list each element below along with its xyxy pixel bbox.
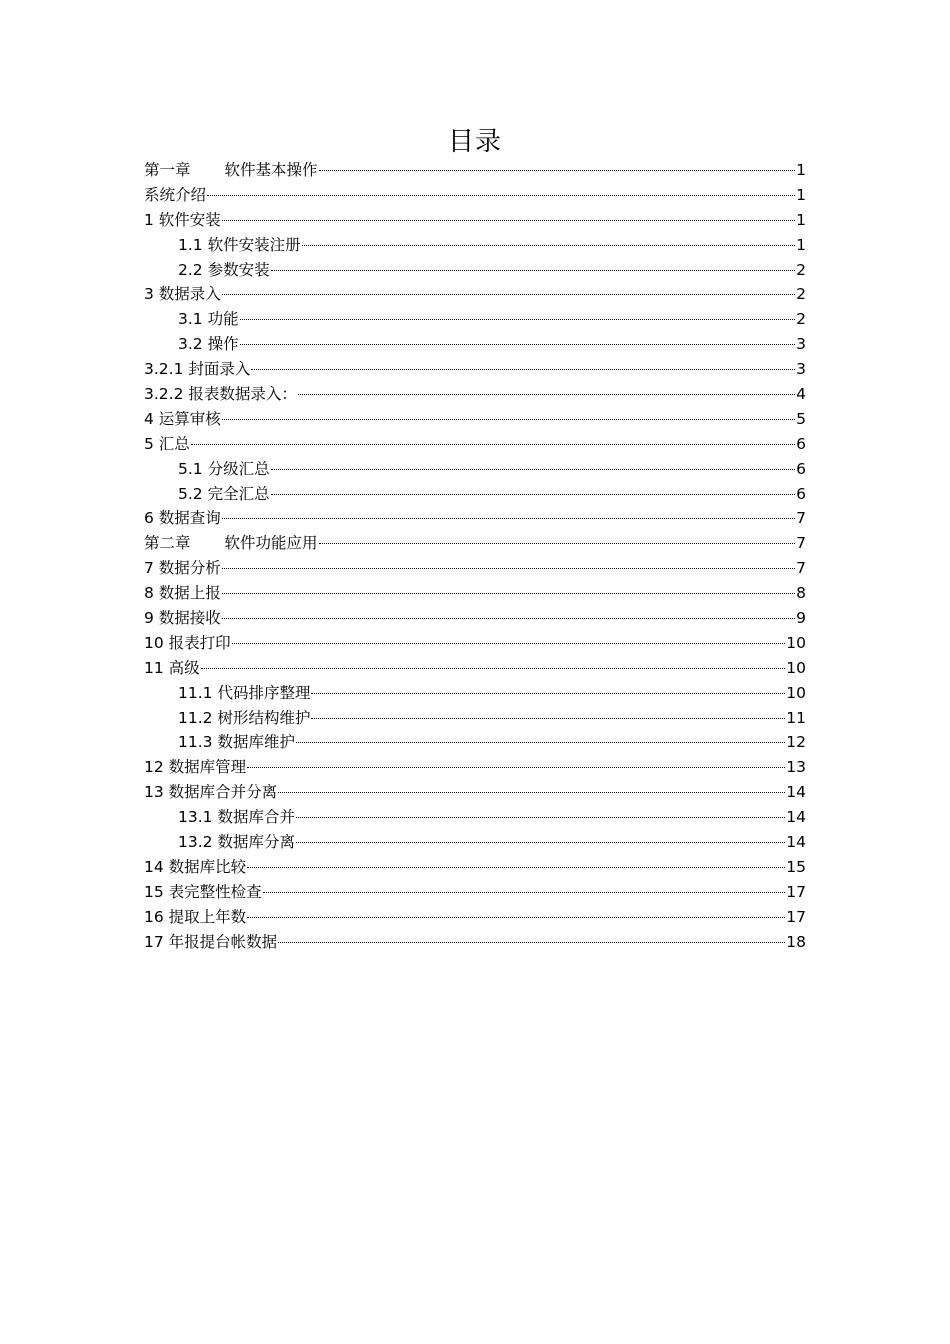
toc-dot-leader — [278, 792, 785, 793]
toc-entry-title: 13 数据库合并分离 — [144, 783, 278, 802]
toc-entry[interactable] — [144, 780, 806, 805]
toc-entry-page-number: 6 — [796, 459, 806, 478]
toc-entry-label — [144, 556, 221, 581]
toc-entry-page-number: 1 — [796, 210, 806, 229]
toc-entry-label — [178, 233, 301, 258]
toc-entry[interactable] — [144, 830, 806, 855]
toc-entry[interactable] — [144, 805, 806, 830]
toc-entry[interactable] — [144, 905, 806, 930]
toc-entry-label — [144, 382, 297, 407]
toc-entry-page-number: 2 — [796, 310, 806, 329]
toc-entry[interactable] — [144, 258, 806, 283]
toc-entry-chapter-title: 软件基本操作 — [224, 161, 318, 179]
toc-entry[interactable] — [144, 556, 806, 581]
toc-entry-page-number: 5 — [796, 409, 806, 428]
toc-entry-title: 3.2 操作 — [178, 335, 239, 354]
toc-entry-label — [144, 880, 262, 905]
toc-entry[interactable] — [144, 506, 806, 531]
toc-entry-label — [144, 755, 246, 780]
toc-entry-label — [144, 357, 250, 382]
toc-entry[interactable] — [144, 606, 806, 631]
toc-entry[interactable] — [144, 631, 806, 656]
toc-dot-leader — [271, 270, 796, 271]
toc-entry-title: 6 数据查询 — [144, 509, 221, 528]
toc-entry-title: 7 数据分析 — [144, 559, 221, 578]
toc-entry-label — [178, 258, 270, 283]
toc-entry-title: 13.1 数据库合并 — [178, 808, 295, 827]
toc-entry-page-number: 11 — [786, 708, 806, 727]
toc-entry-label — [144, 631, 231, 656]
toc-entry[interactable] — [144, 407, 806, 432]
toc-entry-title: 2.2 参数安装 — [178, 260, 270, 279]
toc-entry-page-number: 7 — [796, 509, 806, 528]
toc-entry[interactable] — [144, 706, 806, 731]
toc-entry-page-number: 17 — [786, 907, 806, 926]
toc-entry[interactable] — [144, 930, 806, 955]
toc-entry-page-number: 18 — [786, 932, 806, 951]
toc-entry-page-number: 6 — [796, 484, 806, 503]
toc-entry-title: 1.1 软件安装注册 — [178, 235, 301, 254]
toc-dot-leader — [207, 195, 795, 196]
toc-list — [144, 158, 806, 955]
toc-dot-leader — [251, 369, 795, 370]
toc-entry[interactable] — [144, 183, 806, 208]
toc-dot-leader — [296, 817, 785, 818]
toc-dot-leader — [222, 568, 795, 569]
toc-dot-leader — [240, 319, 796, 320]
toc-dot-leader — [296, 742, 785, 743]
toc-entry[interactable] — [144, 233, 806, 258]
toc-dot-leader — [319, 543, 796, 544]
toc-dot-leader — [247, 867, 785, 868]
toc-entry-label — [178, 681, 310, 706]
toc-entry-page-number: 12 — [786, 733, 806, 752]
toc-entry-page-number: 1 — [796, 161, 806, 179]
toc-entry-title: 11.2 树形结构维护 — [178, 708, 311, 727]
toc-entry[interactable] — [144, 730, 806, 755]
toc-entry-label — [178, 307, 239, 332]
toc-dot-leader — [298, 394, 795, 395]
toc-entry-title: 3 数据录入 — [144, 285, 221, 304]
toc-entry-label — [144, 780, 277, 805]
toc-entry-label — [144, 407, 221, 432]
toc-dot-leader — [222, 618, 795, 619]
toc-entry-title: 10 报表打印 — [144, 633, 231, 652]
toc-entry-label — [144, 158, 318, 183]
toc-entry-title: 5.2 完全汇总 — [178, 484, 270, 503]
toc-entry-label — [144, 581, 221, 606]
toc-entry[interactable] — [144, 357, 806, 382]
toc-dot-leader — [222, 593, 795, 594]
toc-entry-page-number: 15 — [786, 857, 806, 876]
toc-entry-label — [144, 905, 246, 930]
toc-dot-leader — [311, 693, 785, 694]
toc-entry-title: 17 年报提台帐数据 — [144, 932, 278, 951]
toc-entry-title: 12 数据库管理 — [144, 758, 247, 777]
toc-entry[interactable] — [144, 282, 806, 307]
toc-entry[interactable] — [144, 855, 806, 880]
toc-entry[interactable] — [144, 755, 806, 780]
toc-entry-page-number: 6 — [796, 434, 806, 453]
toc-entry-label — [144, 183, 206, 208]
toc-entry-page-number: 2 — [796, 260, 806, 279]
toc-entry-label — [178, 332, 239, 357]
toc-entry-page-number: 14 — [786, 808, 806, 827]
toc-entry-page-number: 17 — [786, 882, 806, 901]
toc-entry-page-number: 10 — [786, 683, 806, 702]
toc-entry-title: 13.2 数据库分离 — [178, 833, 295, 852]
toc-dot-leader — [222, 518, 795, 519]
toc-entry-title: 3.1 功能 — [178, 310, 239, 329]
toc-entry-label — [144, 606, 221, 631]
toc-dot-leader — [247, 917, 785, 918]
toc-entry[interactable] — [144, 581, 806, 606]
toc-dot-leader — [311, 718, 785, 719]
toc-dot-leader — [296, 842, 785, 843]
toc-entry-title: 系统介绍 — [144, 185, 207, 204]
toc-dot-leader — [247, 767, 785, 768]
toc-entry-title: 15 表完整性检查 — [144, 882, 262, 901]
toc-entry[interactable] — [144, 531, 806, 556]
toc-dot-leader — [271, 494, 796, 495]
toc-entry-label — [144, 282, 221, 307]
toc-dot-leader — [232, 643, 786, 644]
toc-entry-label — [178, 706, 310, 731]
toc-entry-label — [178, 730, 295, 755]
toc-entry-title: 第二章 — [144, 534, 191, 553]
toc-entry-label — [178, 830, 295, 855]
toc-entry-title: 9 数据接收 — [144, 609, 221, 628]
toc-entry-label — [178, 482, 270, 507]
toc-entry-page-number: 4 — [796, 385, 806, 404]
toc-entry-page-number: 1 — [796, 235, 806, 254]
toc-entry-title: 5 汇总 — [144, 434, 190, 453]
toc-entry[interactable] — [144, 681, 806, 706]
toc-entry-label — [144, 506, 221, 531]
toc-entry-page-number: 2 — [796, 285, 806, 304]
toc-entry-title: 3.2.2 报表数据录入： — [144, 385, 297, 404]
toc-entry-chapter-title: 软件功能应用 — [224, 534, 318, 553]
toc-entry-page-number: 7 — [796, 559, 806, 578]
toc-entry[interactable] — [144, 482, 806, 507]
toc-entry-label — [144, 855, 246, 880]
toc-entry[interactable] — [144, 656, 806, 681]
toc-entry-title: 5.1 分级汇总 — [178, 459, 270, 478]
toc-entry-title: 4 运算审核 — [144, 409, 221, 428]
toc-entry-label — [144, 432, 190, 457]
toc-entry-label — [144, 656, 200, 681]
toc-entry-title: 11.3 数据库维护 — [178, 733, 295, 752]
toc-dot-leader — [201, 668, 786, 669]
toc-dot-leader — [240, 344, 796, 345]
toc-entry[interactable] — [144, 432, 806, 457]
toc-entry-page-number: 7 — [796, 534, 806, 553]
toc-entry-page-number: 13 — [786, 758, 806, 777]
toc-entry-title: 第一章 — [144, 161, 191, 179]
toc-entry-title: 3.2.1 封面录入 — [144, 360, 251, 379]
toc-entry[interactable] — [144, 382, 806, 407]
toc-entry-title: 14 数据库比较 — [144, 857, 247, 876]
toc-dot-leader — [263, 892, 786, 893]
toc-entry-title: 11 高级 — [144, 658, 200, 677]
toc-entry-page-number: 10 — [786, 633, 806, 652]
toc-entry-page-number: 1 — [796, 185, 806, 204]
toc-entry[interactable] — [144, 208, 806, 233]
toc-entry[interactable] — [144, 158, 806, 183]
toc-dot-leader — [302, 245, 796, 246]
toc-entry-page-number: 8 — [796, 584, 806, 603]
toc-entry-title: 16 提取上年数 — [144, 907, 247, 926]
toc-entry-page-number: 14 — [786, 833, 806, 852]
toc-dot-leader — [191, 444, 795, 445]
toc-entry-page-number: 9 — [796, 609, 806, 628]
toc-dot-leader — [222, 294, 795, 295]
toc-dot-leader — [222, 419, 795, 420]
toc-entry-page-number: 3 — [796, 335, 806, 354]
toc-dot-leader — [222, 220, 795, 221]
toc-entry[interactable] — [144, 332, 806, 357]
toc-entry-label — [178, 805, 295, 830]
toc-entry-label — [144, 531, 318, 556]
toc-dot-leader — [271, 469, 796, 470]
toc-dot-leader — [278, 942, 785, 943]
toc-entry-page-number: 10 — [786, 658, 806, 677]
toc-title: 目录 — [447, 127, 502, 157]
toc-entry[interactable] — [144, 880, 806, 905]
toc-dot-leader — [319, 170, 796, 171]
toc-entry[interactable] — [144, 457, 806, 482]
toc-entry-title: 8 数据上报 — [144, 584, 221, 603]
toc-entry-title: 1 软件安装 — [144, 210, 221, 229]
toc-entry-label — [178, 457, 270, 482]
toc-entry-page-number: 14 — [786, 783, 806, 802]
toc-entry-title: 11.1 代码排序整理 — [178, 683, 311, 702]
toc-entry-label — [144, 930, 277, 955]
toc-entry-page-number: 3 — [796, 360, 806, 379]
toc-entry[interactable] — [144, 307, 806, 332]
toc-entry-label — [144, 208, 221, 233]
